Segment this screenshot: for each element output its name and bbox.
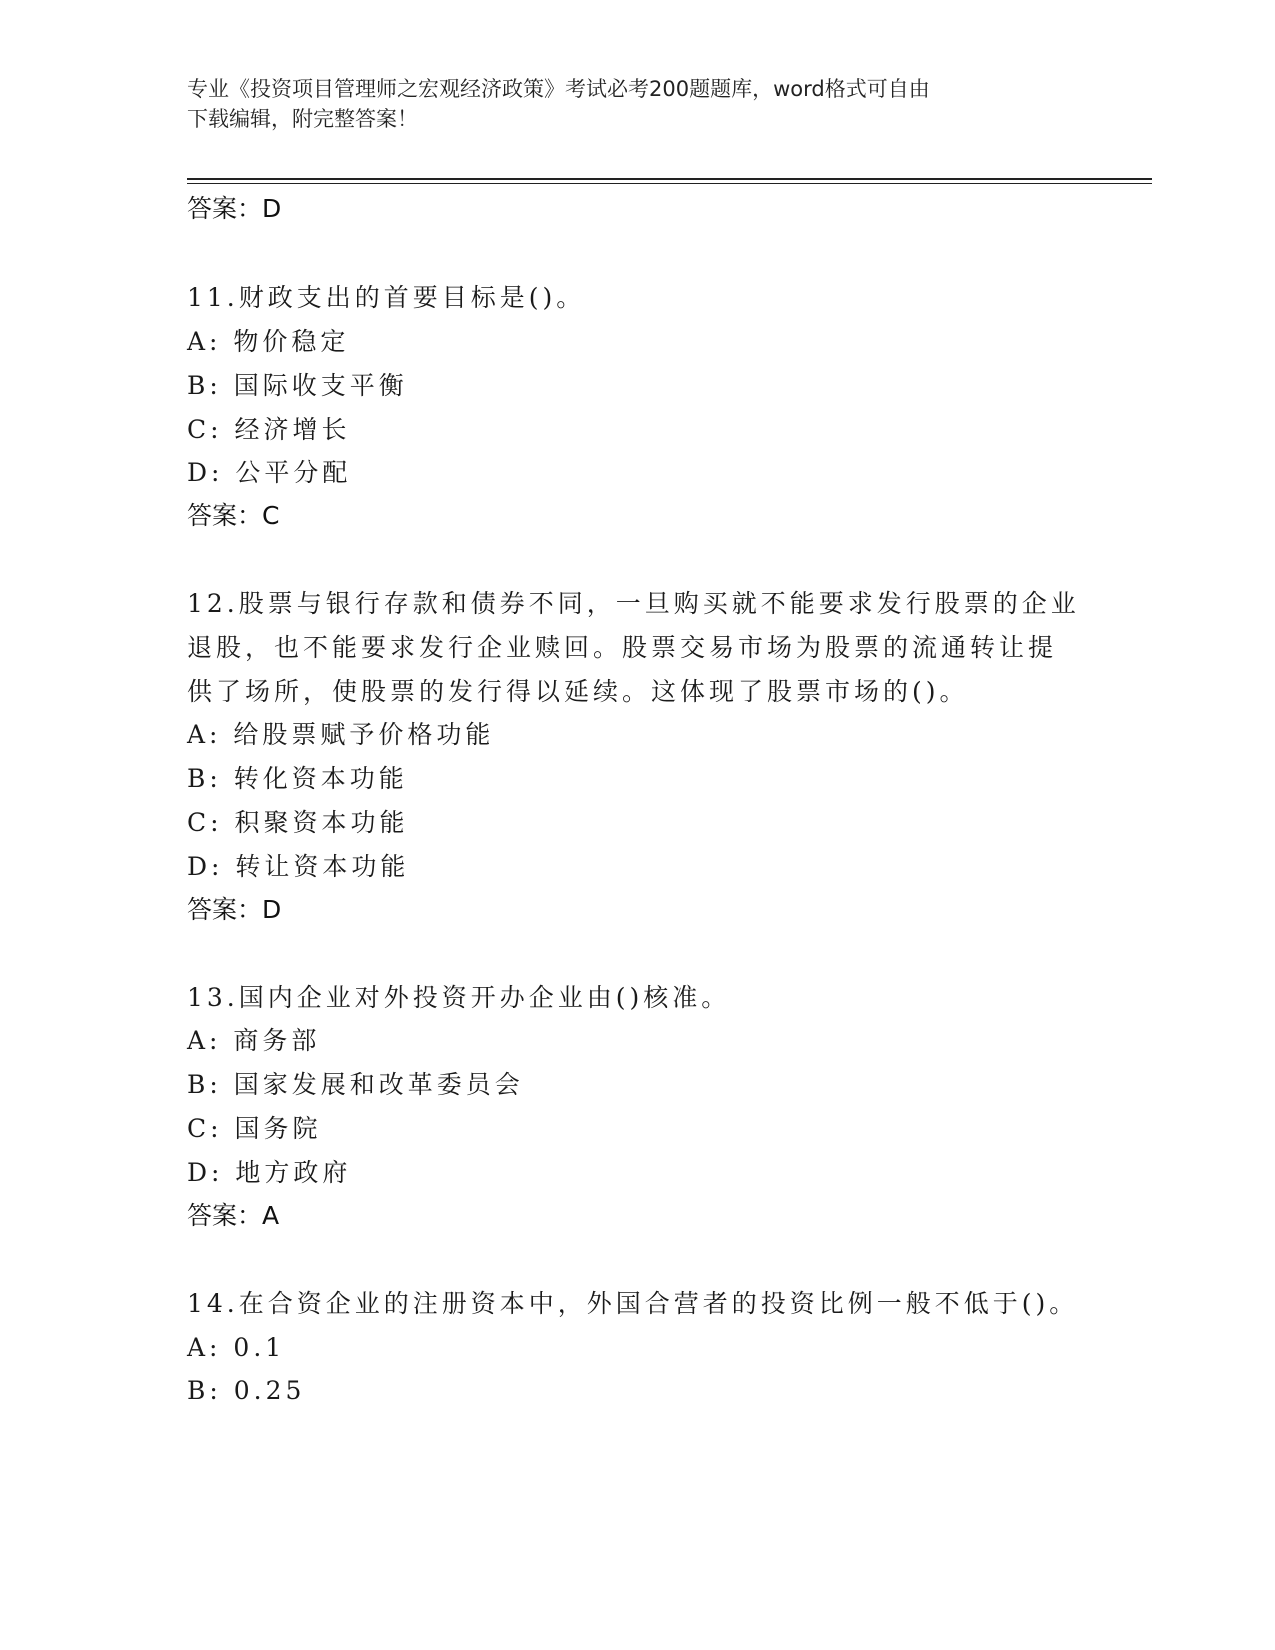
question-13-option-a: A: 商务部 (187, 1026, 321, 1055)
question-12-option-b: B: 转化资本功能 (187, 764, 408, 793)
question-14-option-b: B: 0.25 (187, 1376, 306, 1405)
header-line-2: 下载编辑，附完整答案！ (187, 107, 418, 131)
question-13-option-c: C: 国务院 (187, 1114, 322, 1143)
answer-q10: 答案：D (187, 194, 282, 223)
question-12-stem-line-2: 退股，也不能要求发行企业赎回。股票交易市场为股票的流通转让提 (187, 633, 1058, 662)
question-14-stem: 14.在合资企业的注册资本中，外国合营者的投资比例一般不低于()。 (187, 1289, 1079, 1318)
question-13-option-d: D: 地方政府 (187, 1158, 352, 1187)
question-11-option-c: C: 经济增长 (187, 415, 351, 444)
question-12-option-d: D: 转让资本功能 (187, 852, 410, 881)
question-13-stem: 13.国内企业对外投资开办企业由()核准。 (187, 983, 731, 1012)
document-header (187, 74, 1087, 134)
question-14-option-a: A: 0.1 (187, 1333, 286, 1362)
question-11-option-b: B: 国际收支平衡 (187, 371, 408, 400)
question-11-option-d: D: 公平分配 (187, 458, 352, 487)
question-11-stem: 11.财政支出的首要目标是()。 (187, 283, 586, 312)
question-12-option-c: C: 积聚资本功能 (187, 808, 409, 837)
header-rule-thick (187, 178, 1152, 180)
question-12-option-a: A: 给股票赋予价格功能 (187, 720, 495, 749)
header-line-1: 专业《投资项目管理师之宏观经济政策》考试必考200题题库，word格式可自由 (187, 77, 930, 101)
question-13-option-b: B: 国家发展和改革委员会 (187, 1070, 524, 1099)
question-12-stem-line-3: 供了场所，使股票的发行得以延续。这体现了股票市场的()。 (187, 677, 969, 706)
answer-q12: 答案：D (187, 895, 282, 924)
question-12-stem-line-1: 12.股票与银行存款和债券不同，一旦购买就不能要求发行股票的企业 (187, 589, 1080, 618)
answer-q13: 答案：A (187, 1201, 280, 1230)
header-rule-thin (187, 183, 1152, 184)
answer-q11: 答案：C (187, 501, 280, 530)
question-11-option-a: A: 物价稳定 (187, 327, 350, 356)
